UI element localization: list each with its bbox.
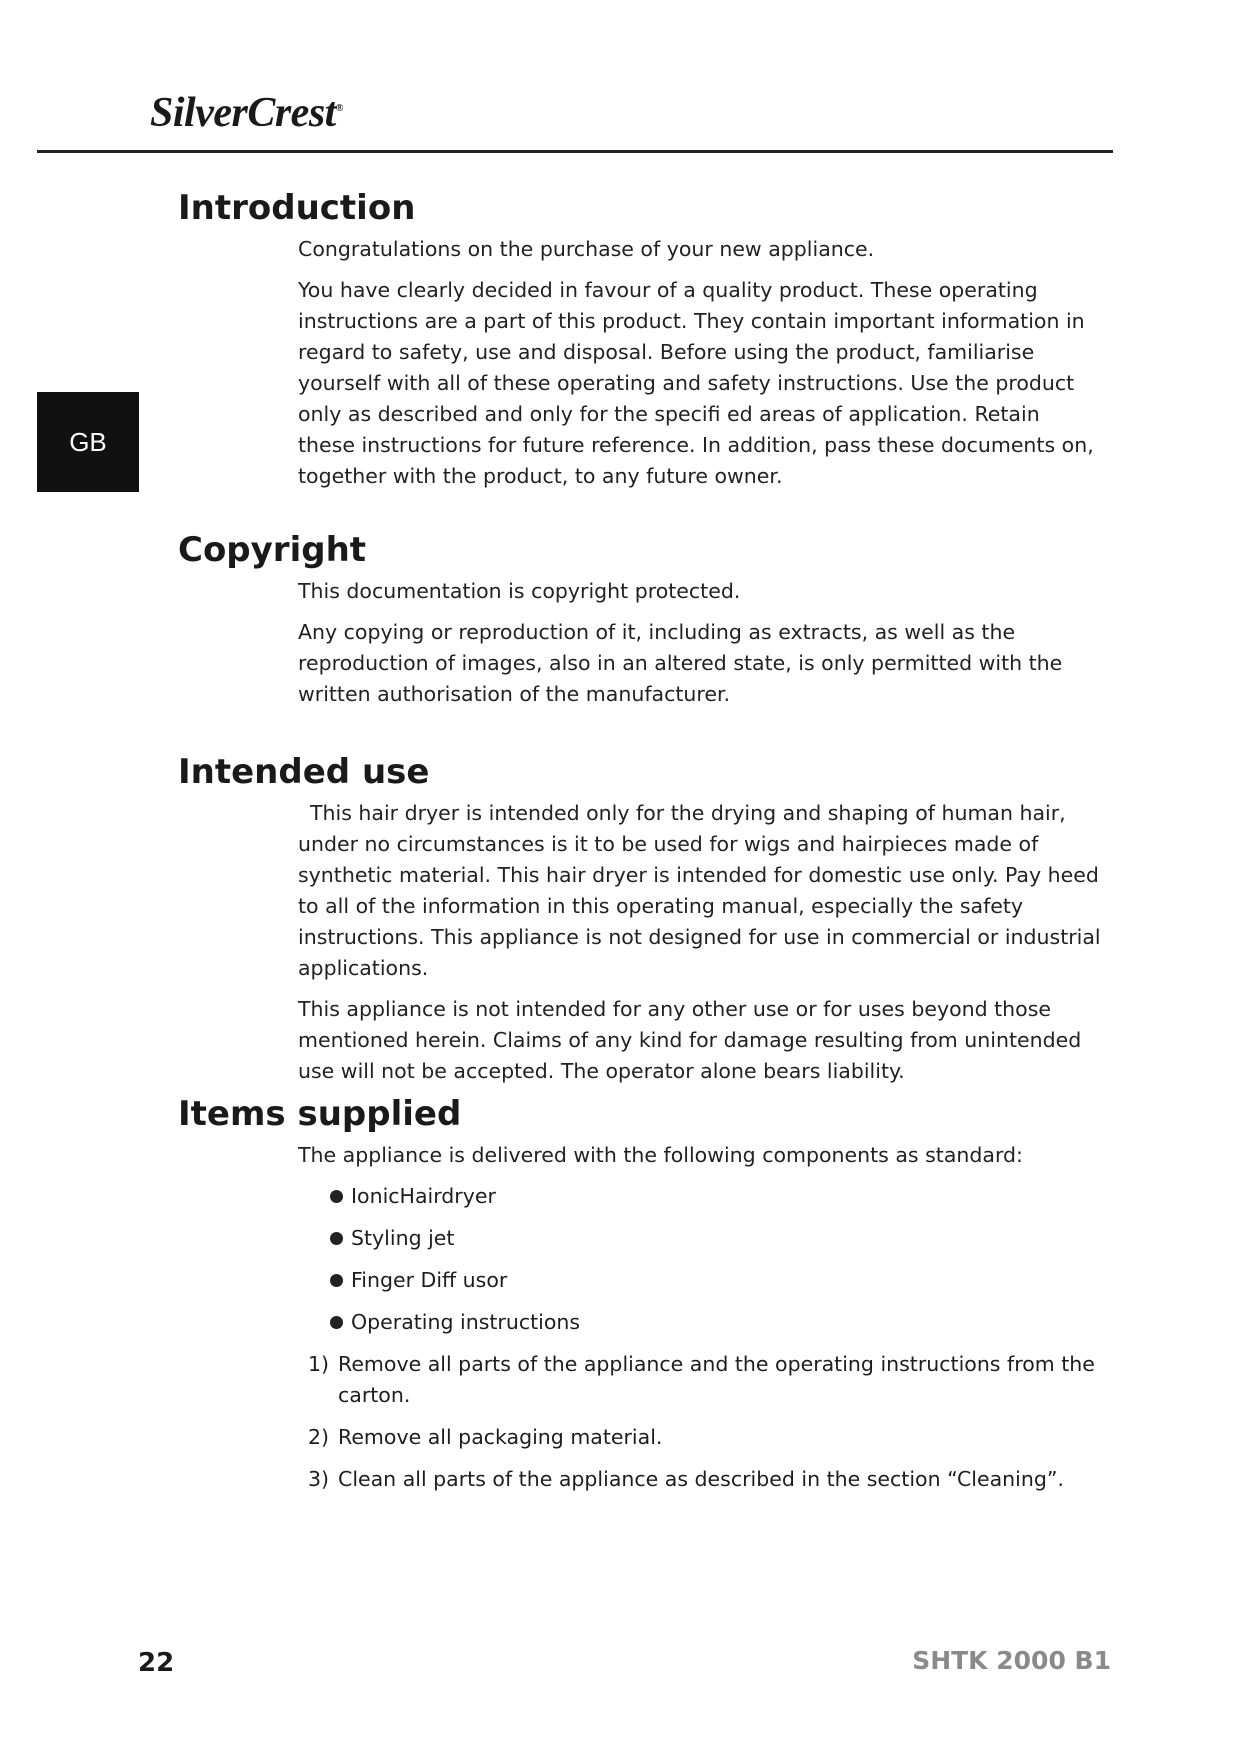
section-title: Introduction <box>178 188 416 228</box>
items-list <box>298 1181 1103 1338</box>
list-item: Finger Diff usor <box>330 1265 1103 1296</box>
step-item: 1) Remove all parts of the appliance and the operating instructions from the carton. <box>308 1352 1095 1407</box>
section-intended-use <box>178 752 1108 1097</box>
language-tab: GB <box>37 392 139 492</box>
model-number: SHTK 2000 B1 <box>912 1646 1111 1675</box>
section-introduction <box>178 188 1108 502</box>
section-title: Copyright <box>178 530 367 570</box>
section-title: Items supplied <box>178 1094 462 1134</box>
paragraph: Any copying or reproduction of it, including as extracts, as well as the reproduction of images, also in an altered state, is only permitted with the written authorisation of the manufacturer. <box>298 620 1063 706</box>
list-item: Styling jet <box>330 1223 1103 1254</box>
paragraph: Congratulations on the purchase of your new appliance. <box>298 237 875 261</box>
paragraph: This documentation is copyright protected. <box>298 579 741 603</box>
section-copyright <box>178 530 1108 720</box>
paragraph: You have clearly decided in favour of a quality product. These operating instructions are a part of this product. They contain important information in regard to safety, use and disposal. Before using the product, familiarise yourself with all of these operating and safety instructions. Use the product only as described and only for the specifi ed areas of application. Retain these instructions for future reference. In addition, pass these documents on, together with the product, to any future owner. <box>298 278 1094 488</box>
list-item: IonicHairdryer <box>330 1181 1103 1212</box>
page-number: 22 <box>138 1648 175 1678</box>
paragraph: This appliance is not intended for any other use or for uses beyond those mentioned herein. Claims of any kind for damage resulting from unintended use will not be accepted. The operator alone bears liability. <box>298 997 1082 1083</box>
header-rule <box>37 150 1113 153</box>
step-item: 3) Clean all parts of the appliance as described in the section “Cleaning”. <box>308 1467 1064 1491</box>
paragraph: This hair dryer is intended only for the drying and shaping of human hair, under no circumstances is it to be used for wigs and hairpieces made of synthetic material. This hair dryer is intended for domestic use only. Pay heed to all of the information in this operating manual, especially the safety instructions. This appliance is not designed for use in commercial or industrial applications. <box>298 801 1101 980</box>
bullet-icon <box>330 1232 343 1245</box>
bullet-icon <box>330 1274 343 1287</box>
section-items-supplied <box>178 1094 1108 1506</box>
list-item: Operating instructions <box>330 1307 1103 1338</box>
steps-list <box>298 1349 1103 1495</box>
bullet-icon <box>330 1316 343 1329</box>
paragraph: The appliance is delivered with the following components as standard: <box>298 1143 1023 1167</box>
brand-logo: SilverCrest® <box>150 90 343 136</box>
section-title: Intended use <box>178 752 430 792</box>
step-item: 2) Remove all packaging material. <box>308 1425 663 1449</box>
bullet-icon <box>330 1190 343 1203</box>
